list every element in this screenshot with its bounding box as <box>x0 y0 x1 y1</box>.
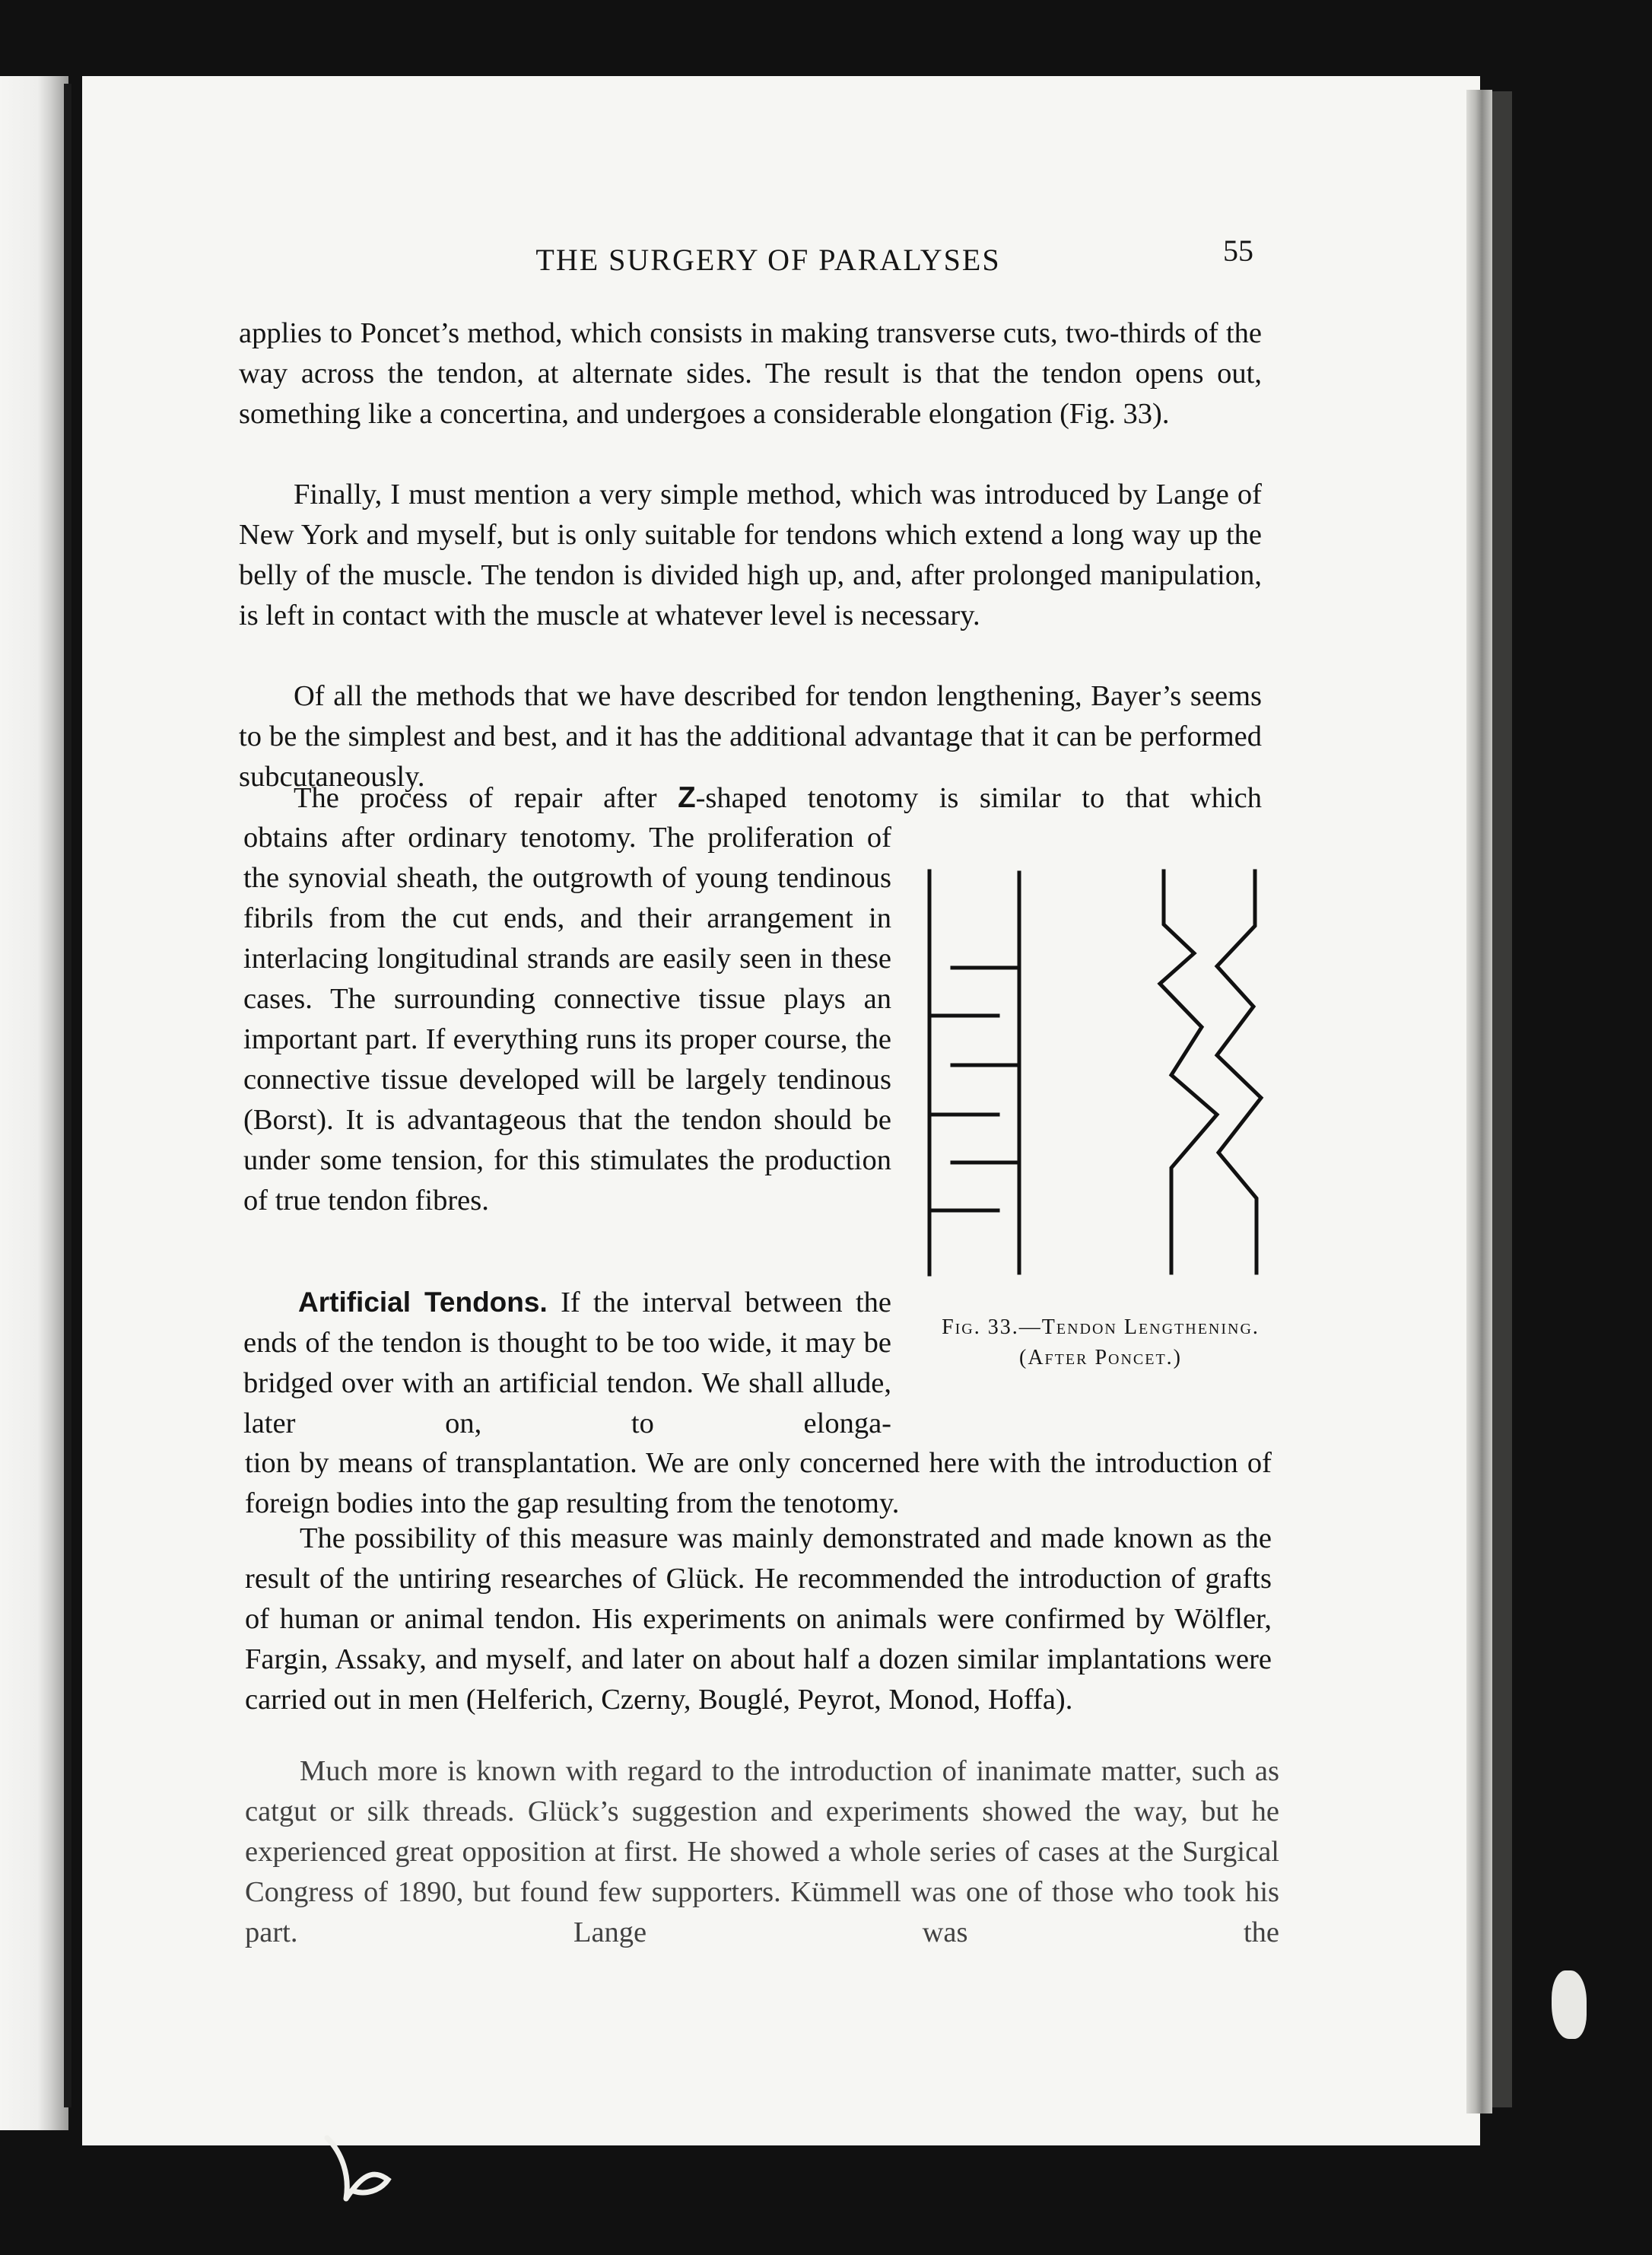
paragraph-bayer-method: Of all the methods that we have described for tendon lengthening, Bayer’s seems to be the simplest and best, and it has the additional advantage that it can be performed subcutaneously. <box>239 680 1262 793</box>
paragraph-artificial-tendons <box>243 1282 891 1444</box>
page-number: 55 <box>1223 234 1253 268</box>
z-letter: Z <box>678 781 696 814</box>
paragraph-repair-wrapped: obtains after ordinary tenotomy. The proliferation of the synovial sheath, the outgrowth of young tendinous fibrils from the cut ends, and their arrangement in interlacing longitudinal strands are easily seen in these cases. The surrounding connective tissue plays an important part. If everything runs its proper course, the connective tissue developed will be largely tendinous (Borst). It is advantageous that the tendon should be under some tension, for this stimulates the production of true tendon fibres. <box>243 822 891 1217</box>
paper-scrap <box>1552 1970 1587 2039</box>
figure-caption <box>922 1312 1279 1373</box>
repair-text-start: The process of repair after <box>294 782 678 814</box>
tendon-diagram <box>905 856 1285 1282</box>
paragraph-repair-first-line <box>239 778 1262 819</box>
running-title: THE SURGERY OF PARALYSES <box>535 243 1001 277</box>
book-gutter <box>64 84 71 2107</box>
zigzag-right-strand <box>1217 871 1261 1273</box>
section-heading-artificial-tendons: Artificial Tendons. <box>298 1287 548 1318</box>
paragraph-lange-method: Finally, I must mention a very simple method, which was introduced by Lange of New York and myself, but is only suitable for tendons which extend a long way up the belly of the muscle. The tendon is divided high up, and, after prolonged manipulation, is left in contact with the muscle at whatever level is necessary. <box>239 479 1262 631</box>
paragraph-artificial-tendons-continued: tion by means of transplantation. We are only concerned here with the introduction of foreign bodies into the gap resulting from the tenotomy. <box>245 1447 1272 1519</box>
repair-text-rest: -shaped tenotomy is similar to that which <box>695 782 1262 814</box>
page-edge <box>1466 90 1492 2113</box>
pen-mark <box>319 2123 403 2206</box>
left-page-margin <box>0 76 68 2130</box>
paragraph-poncet-method: applies to Poncet’s method, which consists in making transverse cuts, two-thirds of the way across the tendon, at alternate sides. The result is that the tendon opens out, something like a concertina, and undergoes a considerable elongation (Fig. 33). <box>239 317 1262 430</box>
paragraph-gluck-research: The possibility of this measure was mainly demonstrated and made known as the result of the untiring researches of Glück. He recommended the introduction of grafts of human or animal tendon. His experiments on animals were confirmed by Wölfler, Fargin, Assaky, and myself, and later on about half a dozen similar implantations were carried out in men (Helferich, Czerny, Bouglé, Peyrot, Monod, Hoffa). <box>245 1522 1272 1716</box>
figure-tendon-lengthening <box>905 856 1285 1282</box>
paragraph-inanimate-matter: Much more is known with regard to the introduction of inanimate matter, such as catgut or silk threads. Glück’s suggestion and experiments showed the way, but he experienced great opposition at first. He showed a whole series of cases at the Surgical Congress of 1890, but found few supporters. Kümmell was one of those who took his part. Lange was the <box>245 1755 1279 1948</box>
book-fore-edge <box>1492 91 1512 2107</box>
figure-caption-text: Fig. 33.—Tendon Lengthening. (After Poncet.) <box>942 1315 1260 1369</box>
zigzag-left-strand <box>1160 871 1217 1273</box>
artificial-tendons-text: If the interval between the ends of the tendon is thought to be too wide, it may be bridged over with an artificial tendon. We shall allude, later on, to elonga- <box>243 1287 892 1439</box>
